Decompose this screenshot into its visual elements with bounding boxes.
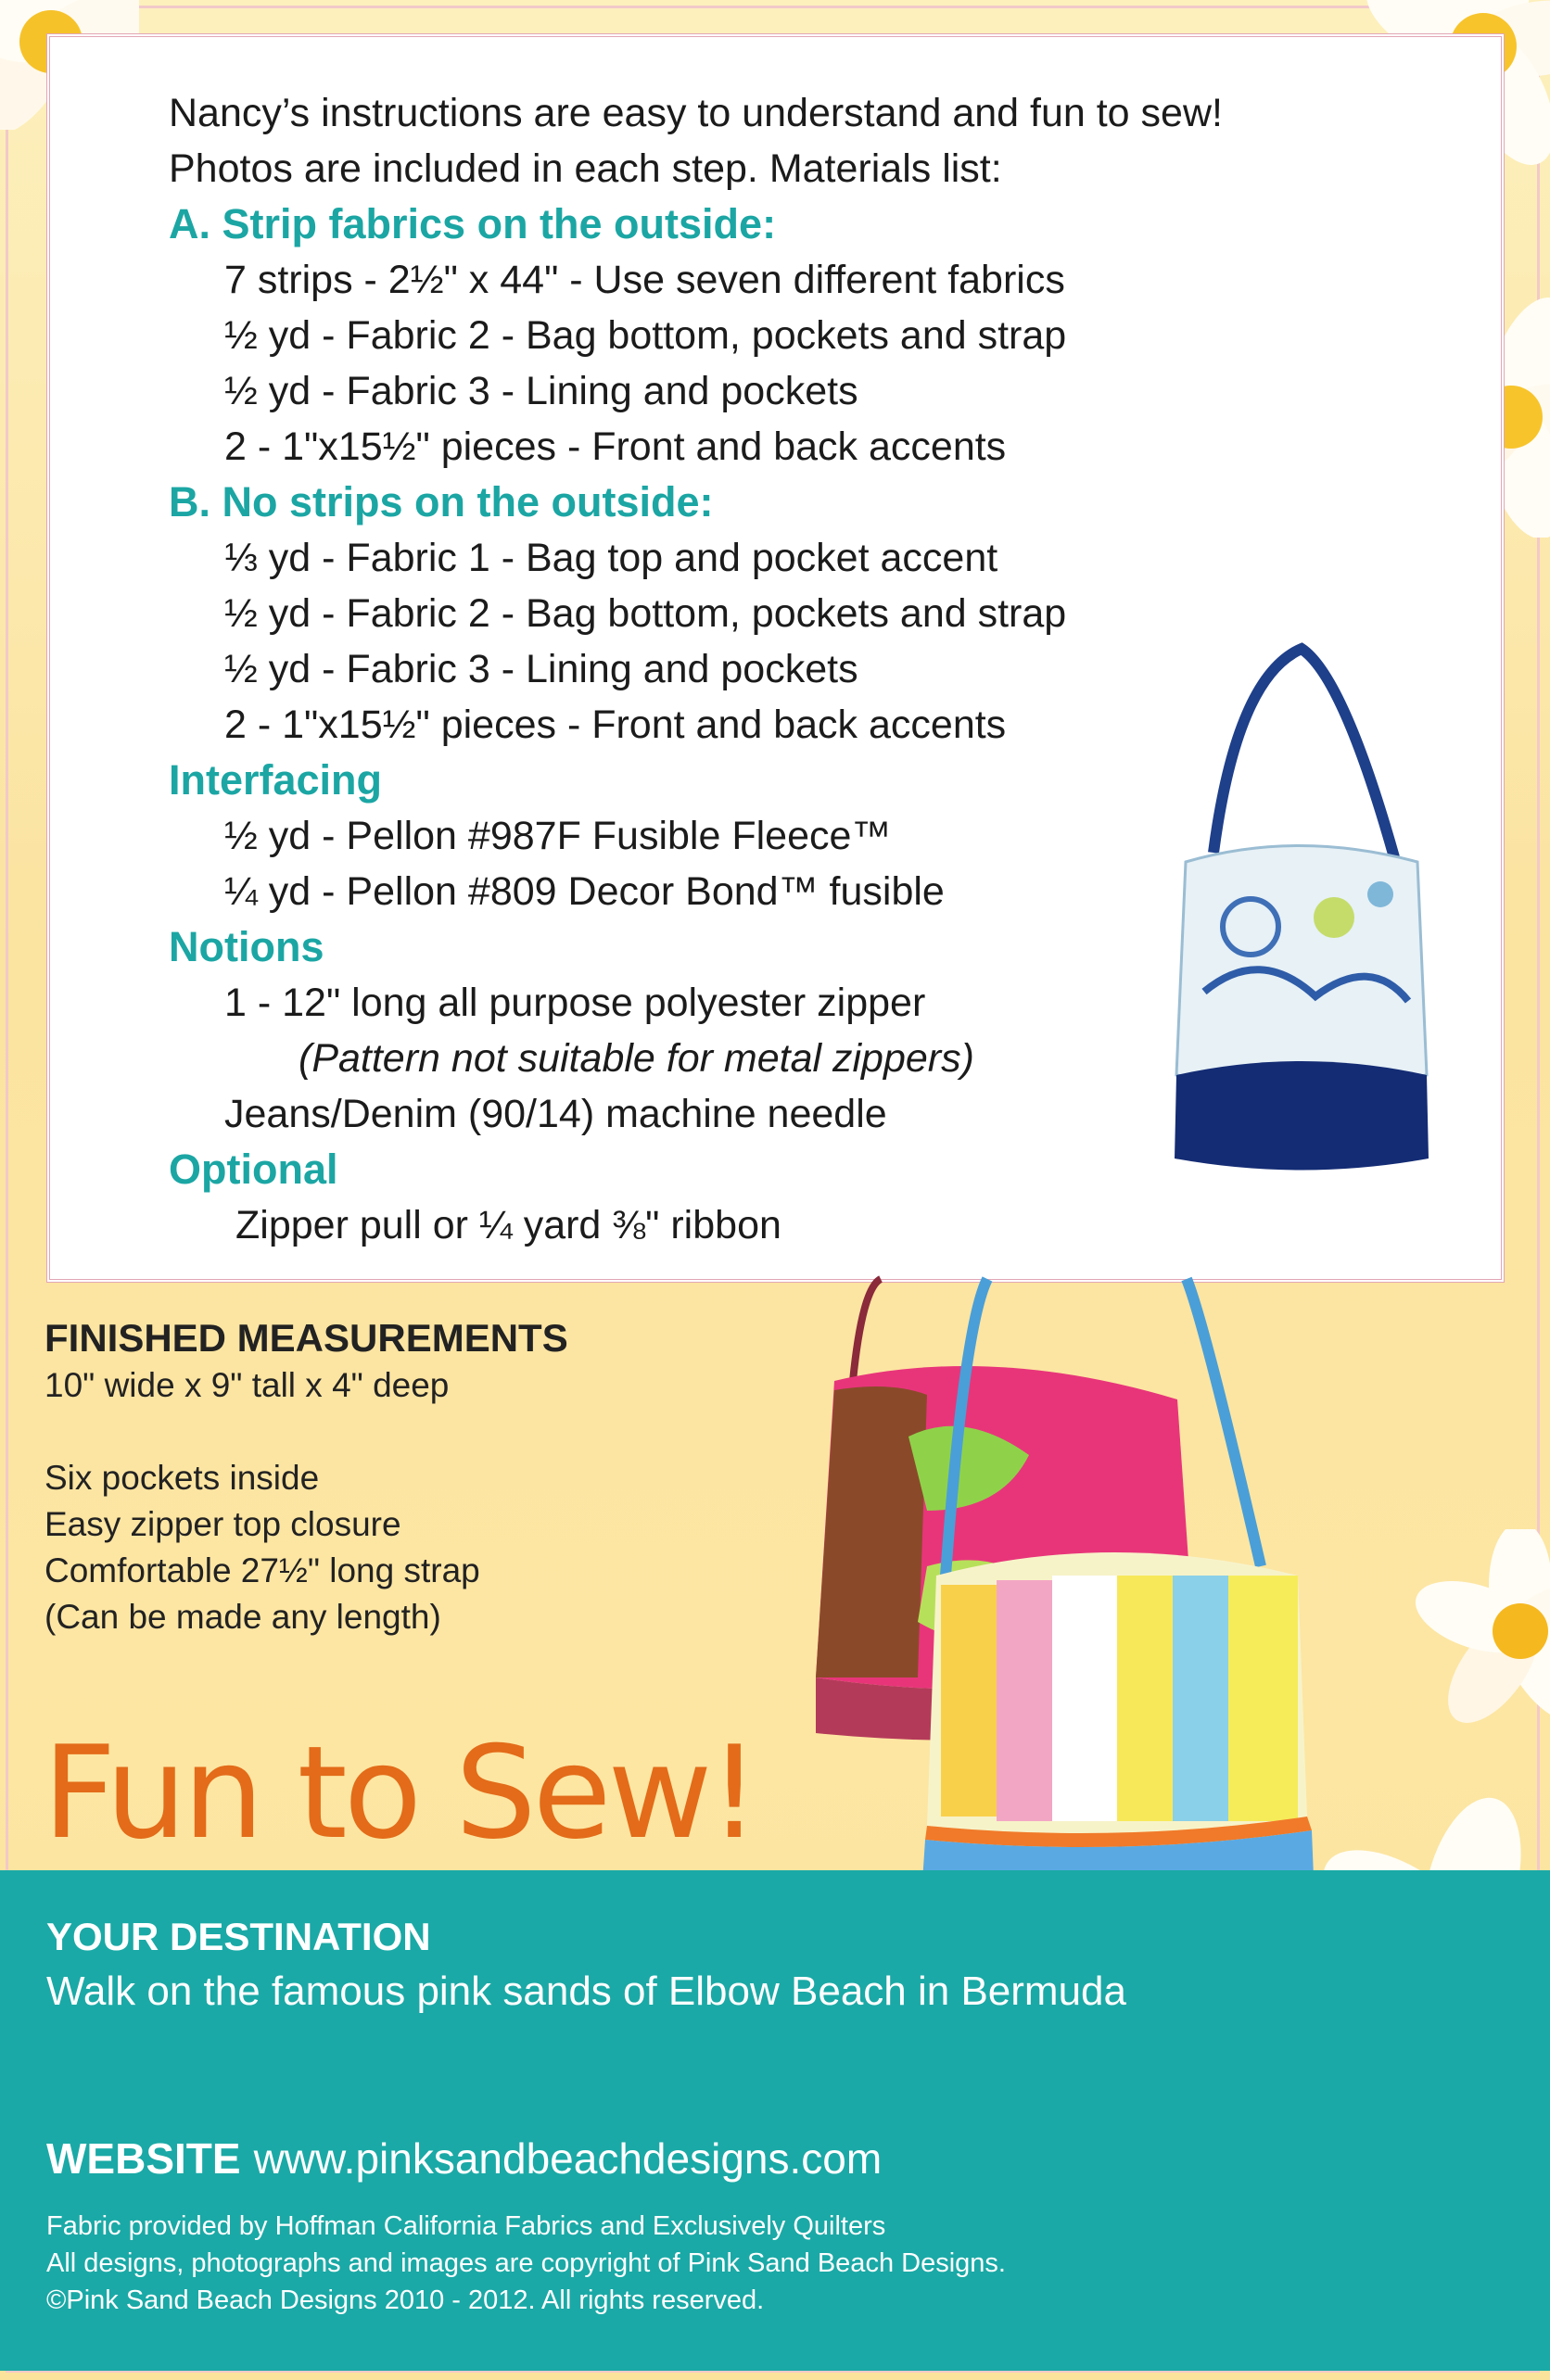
- list-item: 2 - 1"x15½" pieces - Front and back accents: [224, 703, 1007, 747]
- list-item: ½ yd - Fabric 2 - Bag bottom, pockets and strap: [224, 591, 1067, 636]
- feature-item: Comfortable 27½" long strap: [44, 1551, 480, 1589]
- website-label: WEBSITE: [46, 2134, 241, 2183]
- destination-title: YOUR DESTINATION: [46, 1915, 431, 1958]
- feature-item: (Can be made any length): [44, 1598, 441, 1636]
- list-item: Zipper pull or ¼ yard ⅜" ribbon: [235, 1203, 781, 1247]
- feature-item: Six pockets inside: [44, 1459, 320, 1497]
- finished-measurements: [44, 1314, 568, 1640]
- list-item: ½ yd - Pellon #987F Fusible Fleece™: [224, 814, 892, 858]
- list-item: ½ yd - Fabric 3 - Lining and pockets: [224, 647, 858, 691]
- credit-line: Fabric provided by Hoffman California Fabrics and Exclusively Quilters: [46, 2211, 886, 2241]
- list-item: ¼ yd - Pellon #809 Decor Bond™ fusible: [224, 869, 945, 914]
- credit-line: ©Pink Sand Beach Designs 2010 - 2012. All rights reserved.: [46, 2285, 765, 2315]
- section-a-heading: A. Strip fabrics on the outside:: [169, 200, 777, 247]
- feature-item: Easy zipper top closure: [44, 1505, 401, 1543]
- list-item: ⅓ yd - Fabric 1 - Bag top and pocket accent: [224, 536, 998, 580]
- two-bags-photo: [779, 1270, 1446, 1974]
- destination-text: Walk on the famous pink sands of Elbow Beach in Bermuda: [46, 1969, 1126, 2014]
- credits-block: [46, 2208, 1006, 2319]
- dimensions: 10" wide x 9" tall x 4" deep: [44, 1366, 450, 1404]
- materials-list-panel: [46, 33, 1505, 1283]
- zipper-note: (Pattern not suitable for metal zippers): [299, 1036, 974, 1081]
- fun-to-sew-tagline: Fun to Sew!: [43, 1718, 756, 1867]
- intro-line-2: Photos are included in each step. Materials list:: [169, 146, 1002, 191]
- list-item: ½ yd - Fabric 2 - Bag bottom, pockets and strap: [224, 313, 1067, 358]
- list-item: ½ yd - Fabric 3 - Lining and pockets: [224, 369, 858, 413]
- notions-heading: Notions: [169, 923, 324, 970]
- list-item: 7 strips - 2½" x 44" - Use seven different fabrics: [224, 258, 1065, 302]
- measurements-title: FINISHED MEASUREMENTS: [44, 1316, 568, 1360]
- paisley-bag-photo: [1149, 639, 1455, 1177]
- list-item: Jeans/Denim (90/14) machine needle: [224, 1092, 887, 1136]
- section-b-heading: B. No strips on the outside:: [169, 478, 714, 525]
- website-url[interactable]: www.pinksandbeachdesigns.com: [253, 2134, 883, 2183]
- website-line: [46, 2133, 882, 2184]
- list-item: 2 - 1"x15½" pieces - Front and back accents: [224, 424, 1007, 469]
- interfacing-heading: Interfacing: [169, 756, 383, 804]
- credit-line: All designs, photographs and images are copyright of Pink Sand Beach Designs.: [46, 2248, 1006, 2278]
- list-item: 1 - 12" long all purpose polyester zipper: [224, 981, 926, 1025]
- intro-line-1: Nancy’s instructions are easy to understand and fun to sew!: [169, 91, 1223, 135]
- optional-heading: Optional: [169, 1146, 338, 1193]
